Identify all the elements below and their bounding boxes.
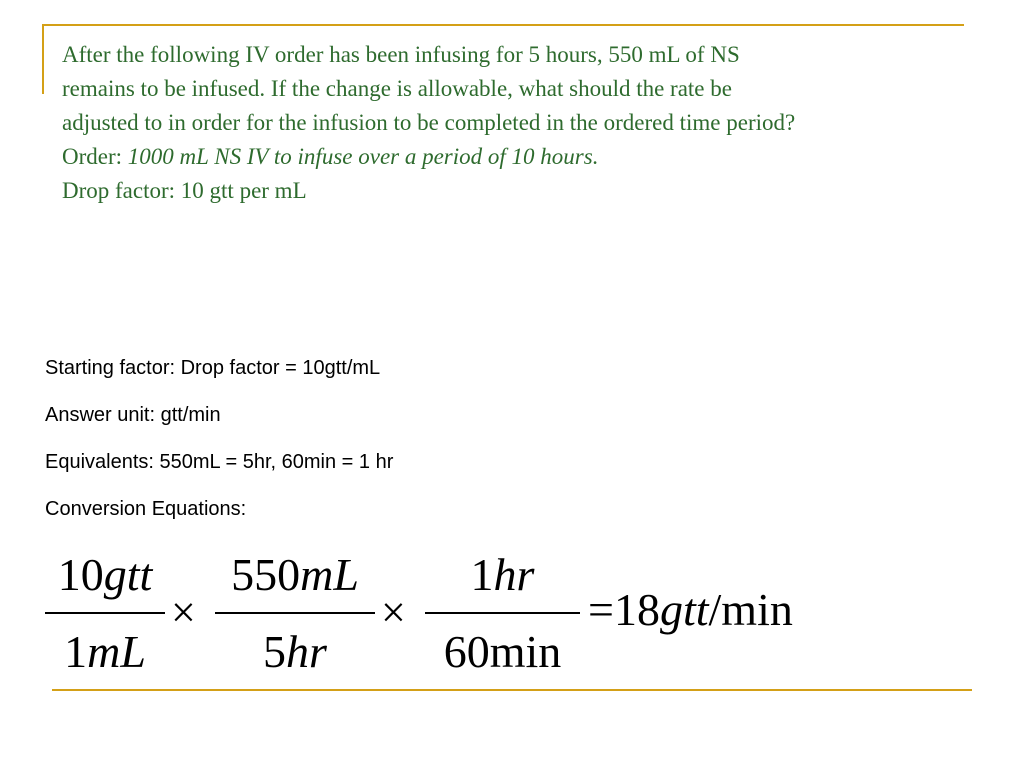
fraction-denominator: [425, 627, 580, 677]
fraction-numerator: [215, 550, 375, 600]
question-line-3: adjusted to in order for the infusion to be completed in the ordered time period?: [62, 110, 796, 135]
numerator-value: 10: [57, 549, 104, 600]
equivalents-text: Equivalents: 550mL = 5hr, 60min = 1 hr: [45, 451, 394, 473]
fraction-denominator: [215, 627, 375, 677]
fraction-numerator: [425, 550, 580, 600]
result-value: 18: [613, 584, 660, 635]
result-slash: /: [708, 584, 722, 635]
fraction-drop-factor: [45, 545, 165, 685]
starting-factor-text: Starting factor: Drop factor = 10gtt/mL: [45, 357, 381, 379]
question-title: [62, 38, 972, 208]
fraction-bar: [45, 612, 165, 614]
fraction-denominator: [45, 627, 165, 677]
fraction-numerator: [45, 550, 165, 600]
denominator-unit: min: [489, 626, 562, 677]
order-line: [62, 140, 972, 174]
conversion-equation: [40, 545, 940, 685]
numerator-unit: hr: [493, 549, 535, 600]
equation-result: [588, 585, 793, 635]
order-label: Order:: [62, 144, 128, 169]
drop-factor-line: Drop factor: 10 gtt per mL: [62, 178, 307, 203]
title-frame-left-rule: [42, 24, 44, 94]
denominator-value: 1: [64, 626, 88, 677]
title-frame-top-rule: [42, 24, 964, 26]
numerator-value: 1: [470, 549, 494, 600]
fraction-bar: [425, 612, 580, 614]
question-line-1: After the following IV order has been infusing for 5 hours, 550 mL of NS: [62, 42, 740, 67]
denominator-value: 60: [443, 626, 490, 677]
fraction-bar: [215, 612, 375, 614]
order-text: 1000 mL NS IV to infuse over a period of 10 hours.: [127, 144, 599, 169]
denominator-unit: hr: [286, 626, 327, 677]
fraction-hour-minutes: [425, 545, 580, 685]
answer-unit-text: Answer unit: gtt/min: [45, 404, 221, 426]
result-unit: gtt: [659, 584, 709, 635]
fraction-volume-time: [215, 545, 375, 685]
numerator-unit: mL: [300, 549, 359, 600]
equals-sign: =: [588, 584, 614, 635]
multiply-sign-1: ×: [171, 588, 196, 637]
bottom-rule: [52, 689, 972, 691]
conversion-label: Conversion Equations:: [45, 498, 247, 520]
result-min: min: [721, 584, 793, 635]
denominator-value: 5: [263, 626, 287, 677]
numerator-value: 550: [231, 549, 301, 600]
numerator-unit: gtt: [103, 549, 153, 600]
question-line-2: remains to be infused. If the change is allowable, what should the rate be: [62, 76, 732, 101]
multiply-sign-2: ×: [381, 588, 406, 637]
denominator-unit: mL: [87, 626, 146, 677]
